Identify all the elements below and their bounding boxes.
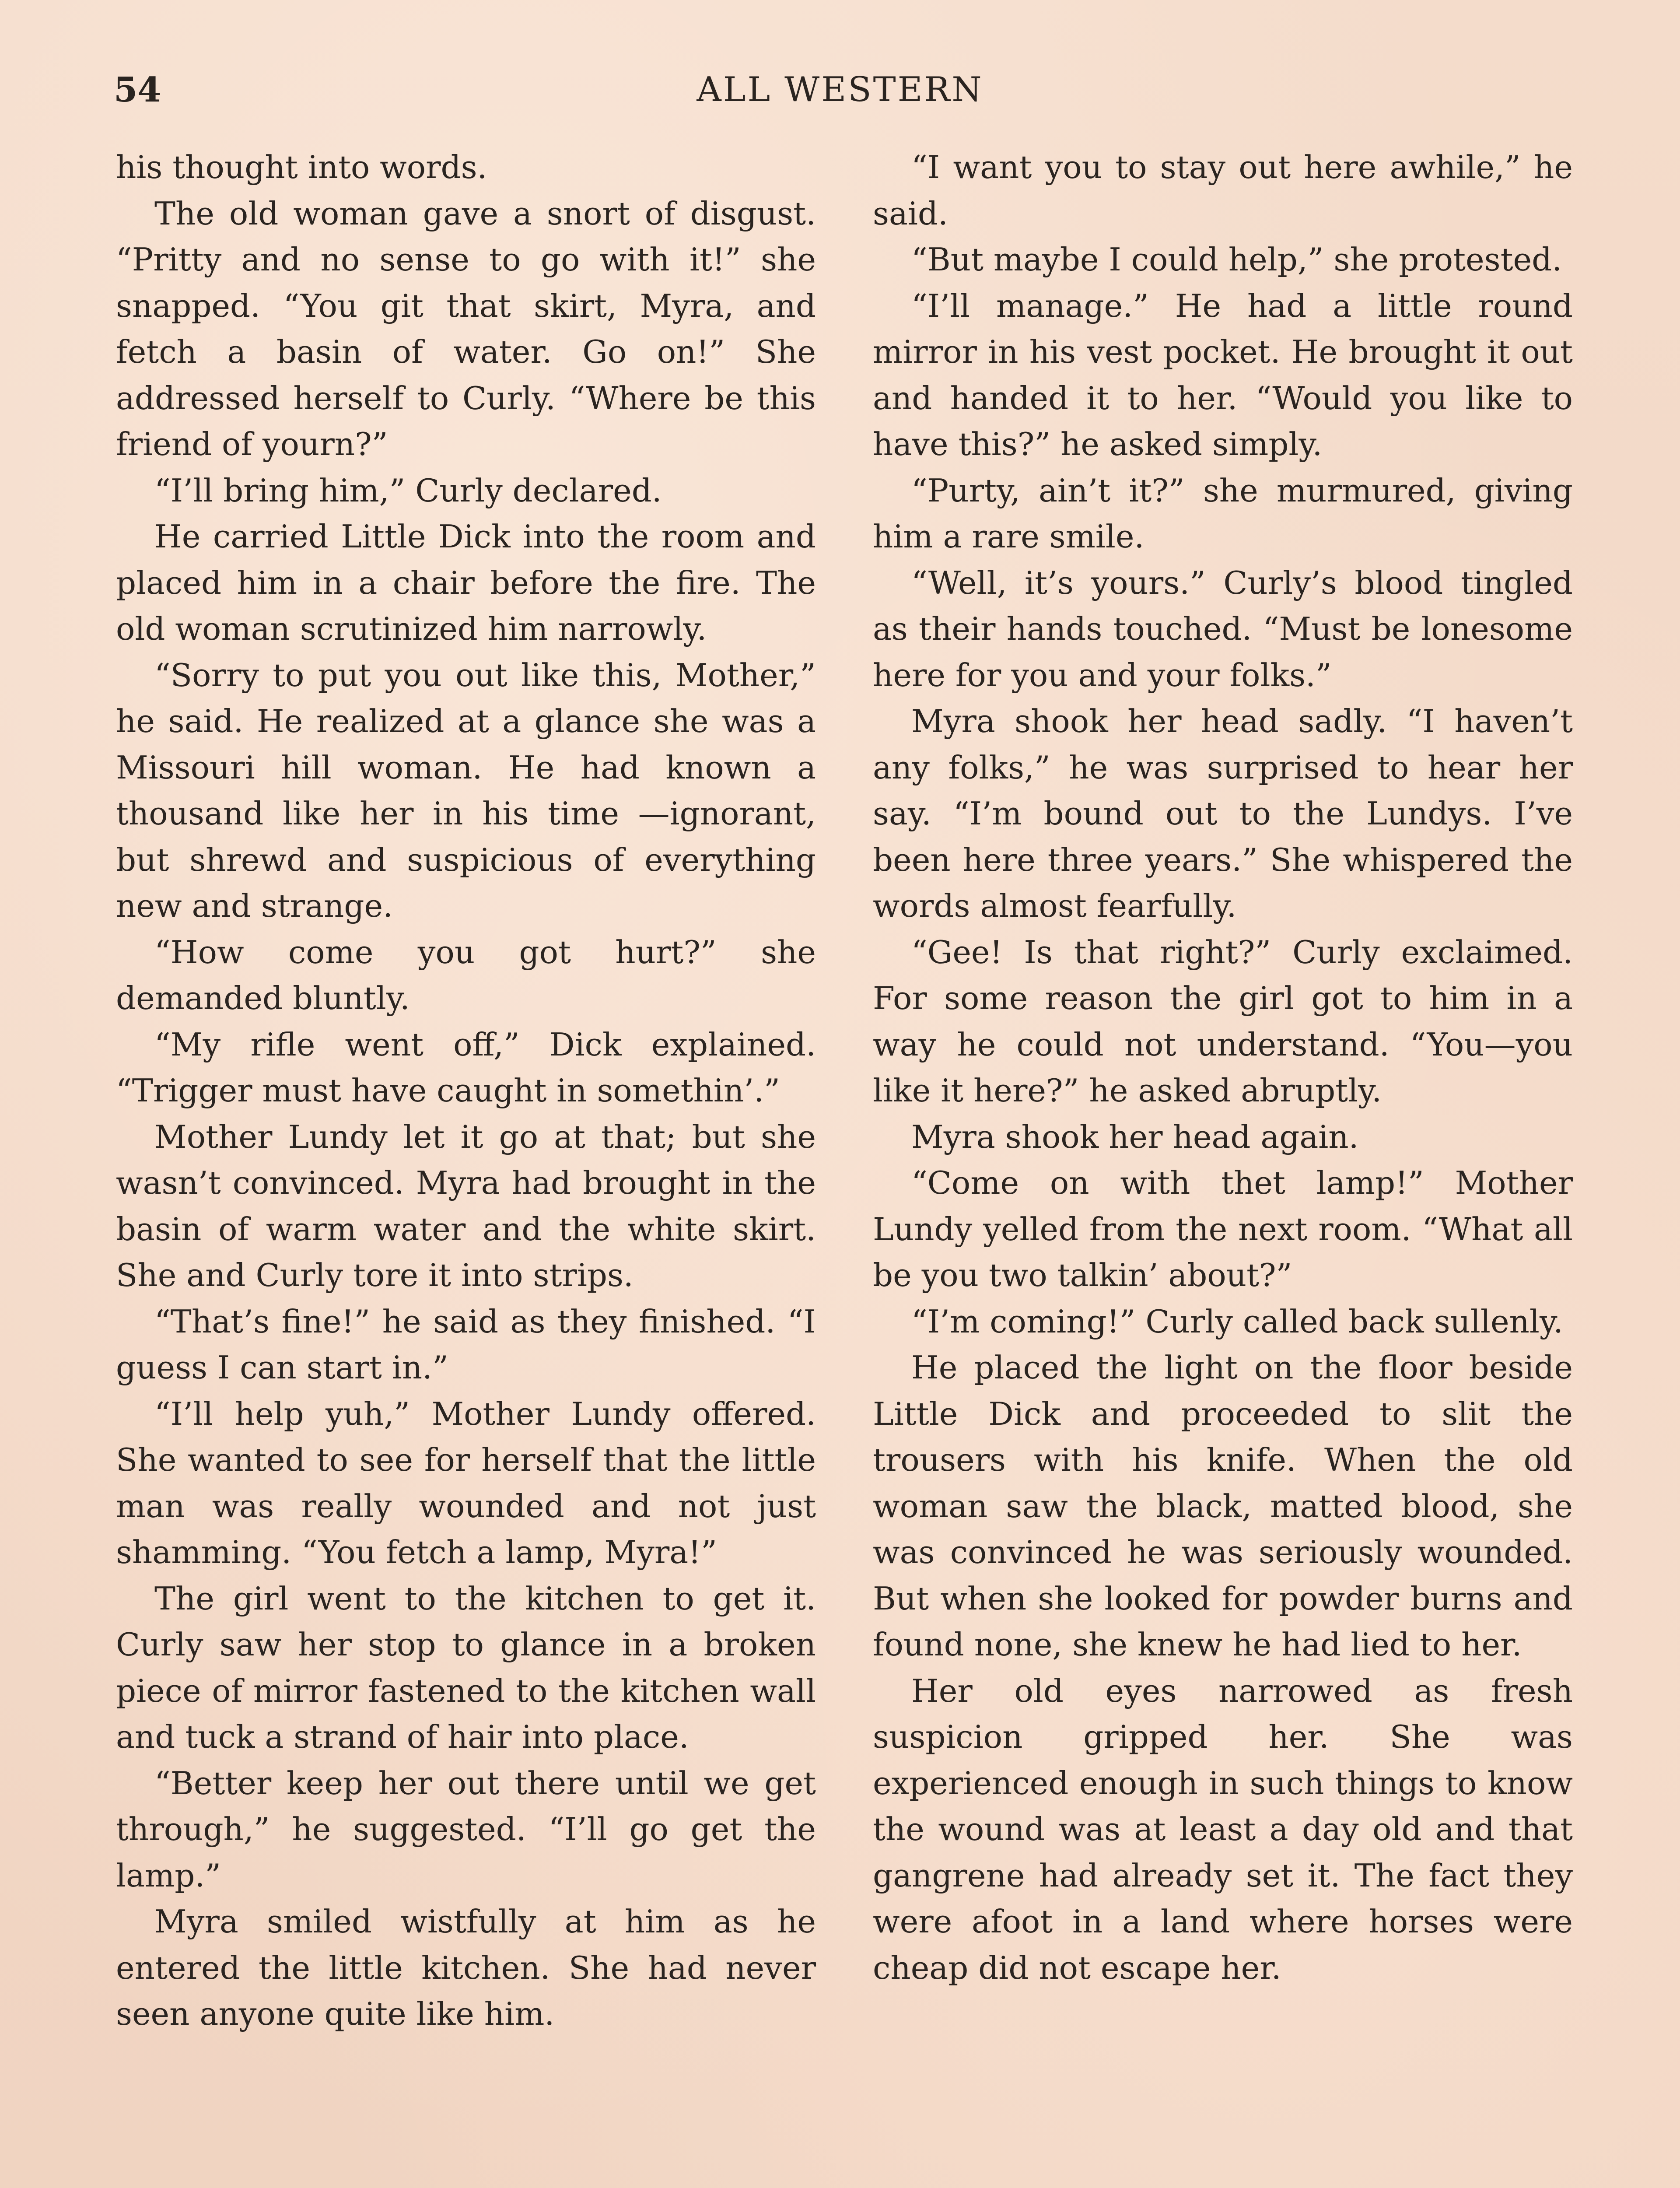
paragraph: The girl went to the kitchen to get it. Curly saw her stop to glance in a broken piece of mirror fastened to the kitchen wall and tuck a strand of hair into place.	[116, 1580, 816, 1755]
paragraph: He placed the light on the floor beside Little Dick and proceeded to slit the trousers with his knife. When the old woman saw the black, matted blood, she was convinced he was seriously wounded. But when she looked for powder burns and found none, she knew he had lied to her.	[873, 1349, 1573, 1663]
paragraph: The old woman gave a snort of disgust. “Pritty and no sense to go with it!” she snapped. “You git that skirt, Myra, and fetch a basin of water. Go on!” She addressed herself to Curly. “Where be this friend of yourn?”	[116, 195, 816, 463]
paragraph: “I’m coming!” Curly called back sullenly.	[911, 1303, 1563, 1340]
paragraph: Her old eyes narrowed as fresh suspicion gripped her. She was experienced enough in such things to know the wound was at least a day old and that gangrene had already set it. The fact they were afoot in a land where horses were cheap did not escape her.	[873, 1672, 1573, 1986]
paragraph: “Gee! Is that right?” Curly exclaimed. For some reason the girl got to him in a way he could not understand. “You—you like it here?” he asked abruptly.	[873, 933, 1573, 1109]
page-header	[114, 66, 1566, 118]
running-head: ALL WESTERN	[696, 70, 984, 109]
paragraph: “My rifle went off,” Dick explained. “Trigger must have caught in somethin’.”	[116, 1026, 816, 1109]
paragraph: Myra shook her head sadly. “I haven’t any folks,” he was surprised to hear her say. “I’m bound out to the Lundys. I’ve been here three years.” She whispered the words almost fearfully.	[873, 703, 1573, 924]
paragraph: “How come you got hurt?” she demanded bluntly.	[116, 933, 816, 1017]
left-column	[116, 144, 816, 2037]
paragraph: his thought into words.	[116, 149, 487, 186]
paragraph: “I’ll help yuh,” Mother Lundy offered. She wanted to see for herself that the little man was really wounded and not just shamming. “You fetch a lamp, Myra!”	[116, 1395, 816, 1571]
paragraph: He carried Little Dick into the room and placed him in a chair before the fire. The old woman scrutinized him narrowly.	[116, 518, 816, 647]
paragraph: “Purty, ain’t it?” she murmured, giving him a rare smile.	[873, 472, 1573, 555]
page-number: 54	[114, 70, 161, 110]
right-column	[873, 144, 1573, 1991]
paragraph: Mother Lundy let it go at that; but she wasn’t convinced. Myra had brought in the basin of warm water and the white skirt. She and Curly tore it into strips.	[116, 1118, 816, 1294]
paragraph: “Better keep her out there until we get through,” he suggested. “I’ll go get the lamp.”	[116, 1764, 816, 1894]
paragraph: Myra smiled wistfully at him as he entered the little kitchen. She had never seen anyone quite like him.	[116, 1903, 816, 2032]
paragraph: “I’ll bring him,” Curly declared.	[154, 472, 662, 509]
paragraph: “I want you to stay out here awhile,” he said.	[873, 149, 1573, 232]
paragraph: “That’s fine!” he said as they finished. “I guess I can start in.”	[116, 1303, 816, 1386]
paragraph: “Come on with thet lamp!” Mother Lundy yelled from the next room. “What all be you two talkin’ about?”	[873, 1164, 1573, 1294]
paragraph: Myra shook her head again.	[911, 1118, 1359, 1155]
paragraph: “I’ll manage.” He had a little round mirror in his vest pocket. He brought it out and handed it to her. “Would you like to have this?” he asked simply.	[873, 287, 1573, 463]
paragraph: “Well, it’s yours.” Curly’s blood tingled as their hands touched. “Must be lonesome here for you and your folks.”	[873, 564, 1573, 694]
paragraph: “Sorry to put you out like this, Mother,” he said. He realized at a glance she was a Missouri hill woman. He had known a thousand like her in his time —ignorant, but shrewd and suspicious of everything new and strange.	[116, 656, 816, 924]
paragraph: “But maybe I could help,” she protested.	[911, 241, 1562, 278]
